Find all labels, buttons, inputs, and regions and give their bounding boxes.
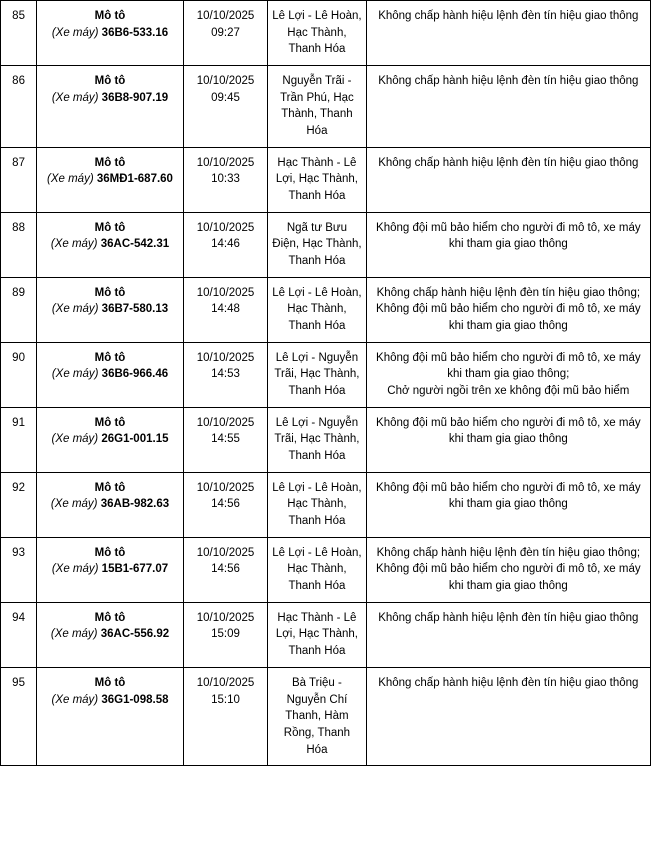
cell-violation: [366, 1, 650, 66]
vehicle-subtype-label: (Xe máy): [51, 26, 99, 39]
violation-text: Không chấp hành hiệu lệnh đèn tín hiệu giao thông;: [376, 546, 641, 559]
cell-violation: [366, 66, 650, 148]
violation-text: Không chấp hành hiệu lệnh đèn tín hiệu giao thông: [378, 75, 639, 88]
table-row: [1, 602, 651, 667]
vehicle-type-label: Mô tô: [94, 351, 126, 364]
plate-number: 36AB-982.63: [100, 498, 170, 511]
violation-text: Không chấp hành hiệu lệnh đèn tín hiệu giao thông: [378, 10, 639, 22]
table-row: [1, 212, 651, 277]
vehicle-type-label: Mô tô: [94, 546, 126, 559]
violation-date: 10/10/2025: [196, 286, 255, 299]
violation-date: 10/10/2025: [196, 75, 255, 88]
cell-location: Lê Lợi - Nguyễn Trãi, Hạc Thành, Thanh Hóa: [268, 407, 366, 472]
table-row: [1, 407, 651, 472]
violation-date: 10/10/2025: [196, 416, 255, 429]
violation-date: 10/10/2025: [196, 156, 255, 169]
cell-violation: [366, 472, 650, 537]
plate-number: 15B1-677.07: [101, 563, 169, 576]
table-row: [1, 472, 651, 537]
plate-number: 36B6-966.46: [101, 368, 169, 381]
plate-number: 36B6-533.16: [101, 26, 169, 39]
vehicle-subtype-label: (Xe máy): [51, 693, 99, 706]
table-row: [1, 147, 651, 212]
vehicle-plate-label: [41, 692, 179, 709]
violation-text: Không đội mũ bảo hiểm cho người đi mô tô, xe máy khi tham gia giao thông;: [376, 351, 641, 381]
vehicle-plate-label: [41, 561, 179, 578]
cell-index: 89: [1, 277, 37, 342]
cell-vehicle: [37, 147, 184, 212]
violation-time: 15:09: [211, 628, 240, 641]
vehicle-type-label: Mô tô: [94, 10, 126, 22]
vehicle-type-label: Mô tô: [94, 611, 126, 624]
vehicle-subtype-label: (Xe máy): [50, 498, 98, 511]
vehicle-type-label: Mô tô: [94, 481, 126, 494]
violation-text: Không đội mũ bảo hiểm cho người đi mô tô, xe máy khi tham gia giao thông: [376, 481, 641, 511]
table-row: [1, 667, 651, 765]
violation-text: Không chấp hành hiệu lệnh đèn tín hiệu giao thông;: [376, 286, 641, 299]
vehicle-subtype-label: (Xe máy): [47, 173, 94, 186]
cell-datetime: [183, 667, 267, 765]
cell-datetime: [183, 277, 267, 342]
violation-text: Chở người ngồi trên xe không đội mũ bảo hiểm: [387, 385, 630, 398]
violation-text: Không đội mũ bảo hiểm cho người đi mô tô, xe máy khi tham gia giao thông: [376, 563, 641, 593]
vehicle-plate-label: [41, 301, 179, 318]
violation-time: 14:55: [211, 433, 240, 446]
cell-index: 86: [1, 66, 37, 148]
cell-location: Lê Lợi - Lê Hoàn, Hạc Thành, Thanh Hóa: [268, 537, 366, 602]
vehicle-plate-label: [41, 171, 179, 188]
violation-time: 14:56: [211, 563, 240, 576]
vehicle-subtype-label: (Xe máy): [51, 368, 99, 381]
plate-number: 36G1-098.58: [101, 693, 169, 706]
violation-table-body: [1, 1, 651, 766]
cell-violation: [366, 212, 650, 277]
cell-vehicle: [37, 1, 184, 66]
cell-index: 90: [1, 342, 37, 407]
vehicle-type-label: Mô tô: [94, 676, 126, 689]
violation-time: 14:53: [211, 368, 240, 381]
vehicle-plate-label: [41, 90, 179, 107]
plate-number: 36AC-542.31: [100, 238, 170, 251]
cell-location: Hạc Thành - Lê Lợi, Hạc Thành, Thanh Hóa: [268, 147, 366, 212]
cell-datetime: [183, 342, 267, 407]
vehicle-plate-label: [41, 496, 179, 513]
cell-location: Hạc Thành - Lê Lợi, Hạc Thành, Thanh Hóa: [268, 602, 366, 667]
table-row: [1, 342, 651, 407]
cell-location: Bà Triệu - Nguyễn Chí Thanh, Hàm Rồng, Thanh Hóa: [268, 667, 366, 765]
violation-date: 10/10/2025: [196, 351, 255, 364]
violation-time: 14:46: [211, 238, 240, 251]
vehicle-type-label: Mô tô: [94, 286, 126, 299]
cell-vehicle: [37, 667, 184, 765]
violation-text: Không chấp hành hiệu lệnh đèn tín hiệu giao thông: [378, 156, 639, 169]
cell-datetime: [183, 1, 267, 66]
violation-text: Không chấp hành hiệu lệnh đèn tín hiệu giao thông: [378, 676, 639, 689]
cell-vehicle: [37, 472, 184, 537]
cell-index: 88: [1, 212, 37, 277]
cell-index: 87: [1, 147, 37, 212]
table-row: [1, 66, 651, 148]
vehicle-subtype-label: (Xe máy): [51, 563, 99, 576]
cell-violation: [366, 407, 650, 472]
cell-datetime: [183, 407, 267, 472]
cell-index: 85: [1, 1, 37, 66]
cell-location: Nguyễn Trãi - Trần Phú, Hạc Thành, Thanh Hóa: [268, 66, 366, 148]
cell-datetime: [183, 537, 267, 602]
cell-vehicle: [37, 537, 184, 602]
cell-vehicle: [37, 342, 184, 407]
cell-location: Lê Lợi - Lê Hoàn, Hạc Thành, Thanh Hóa: [268, 1, 366, 66]
violation-time: 10:33: [211, 173, 240, 186]
plate-number: 36B7-580.13: [101, 303, 169, 316]
cell-violation: [366, 147, 650, 212]
cell-datetime: [183, 472, 267, 537]
table-row: [1, 1, 651, 66]
cell-location: Lê Lợi - Lê Hoàn, Hạc Thành, Thanh Hóa: [268, 277, 366, 342]
violation-text: Không đội mũ bảo hiểm cho người đi mô tô, xe máy khi tham gia giao thông: [376, 303, 641, 333]
vehicle-plate-label: [41, 431, 179, 448]
plate-number: 26G1-001.15: [101, 433, 169, 446]
cell-datetime: [183, 212, 267, 277]
violation-time: 09:27: [211, 26, 240, 39]
vehicle-type-label: Mô tô: [94, 416, 126, 429]
vehicle-type-label: Mô tô: [94, 156, 126, 169]
violation-date: 10/10/2025: [196, 611, 255, 624]
vehicle-subtype-label: (Xe máy): [50, 628, 98, 641]
cell-datetime: [183, 602, 267, 667]
violation-date: 10/10/2025: [196, 10, 255, 22]
vehicle-plate-label: [41, 366, 179, 383]
plate-number: 36B8-907.19: [101, 91, 169, 104]
table-row: [1, 277, 651, 342]
cell-index: 94: [1, 602, 37, 667]
vehicle-type-label: Mô tô: [94, 221, 126, 234]
violation-time: 14:48: [211, 303, 240, 316]
vehicle-subtype-label: (Xe máy): [51, 303, 99, 316]
violation-time: 14:56: [211, 498, 240, 511]
table-row: [1, 537, 651, 602]
vehicle-subtype-label: (Xe máy): [51, 91, 99, 104]
cell-index: 91: [1, 407, 37, 472]
cell-datetime: [183, 147, 267, 212]
cell-vehicle: [37, 602, 184, 667]
violation-time: 15:10: [211, 693, 240, 706]
cell-vehicle: [37, 66, 184, 148]
vehicle-plate-label: [41, 626, 179, 643]
violation-date: 10/10/2025: [196, 546, 255, 559]
plate-number: 36AC-556.92: [100, 628, 170, 641]
violation-date: 10/10/2025: [196, 676, 255, 689]
cell-vehicle: [37, 277, 184, 342]
cell-location: Lê Lợi - Nguyễn Trãi, Hạc Thành, Thanh Hóa: [268, 342, 366, 407]
vehicle-subtype-label: (Xe máy): [50, 238, 98, 251]
vehicle-subtype-label: (Xe máy): [51, 433, 99, 446]
cell-vehicle: [37, 212, 184, 277]
cell-violation: [366, 277, 650, 342]
violation-date: 10/10/2025: [196, 481, 255, 494]
cell-violation: [366, 537, 650, 602]
cell-datetime: [183, 66, 267, 148]
violation-time: 09:45: [211, 91, 240, 104]
violation-text: Không chấp hành hiệu lệnh đèn tín hiệu giao thông: [378, 611, 639, 624]
vehicle-type-label: Mô tô: [94, 75, 126, 88]
cell-vehicle: [37, 407, 184, 472]
violation-text: Không đội mũ bảo hiểm cho người đi mô tô, xe máy khi tham gia giao thông: [376, 221, 641, 251]
cell-location: Lê Lợi - Lê Hoàn, Hạc Thành, Thanh Hóa: [268, 472, 366, 537]
cell-violation: [366, 667, 650, 765]
vehicle-plate-label: [41, 236, 179, 253]
plate-number: 36MĐ1-687.60: [96, 173, 173, 186]
violation-text: Không đội mũ bảo hiểm cho người đi mô tô, xe máy khi tham gia giao thông: [376, 416, 641, 446]
violation-date: 10/10/2025: [196, 221, 255, 234]
vehicle-plate-label: [41, 25, 179, 42]
cell-index: 95: [1, 667, 37, 765]
cell-index: 92: [1, 472, 37, 537]
cell-violation: [366, 602, 650, 667]
cell-location: Ngã tư Bưu Điện, Hạc Thành, Thanh Hóa: [268, 212, 366, 277]
cell-index: 93: [1, 537, 37, 602]
cell-violation: [366, 342, 650, 407]
